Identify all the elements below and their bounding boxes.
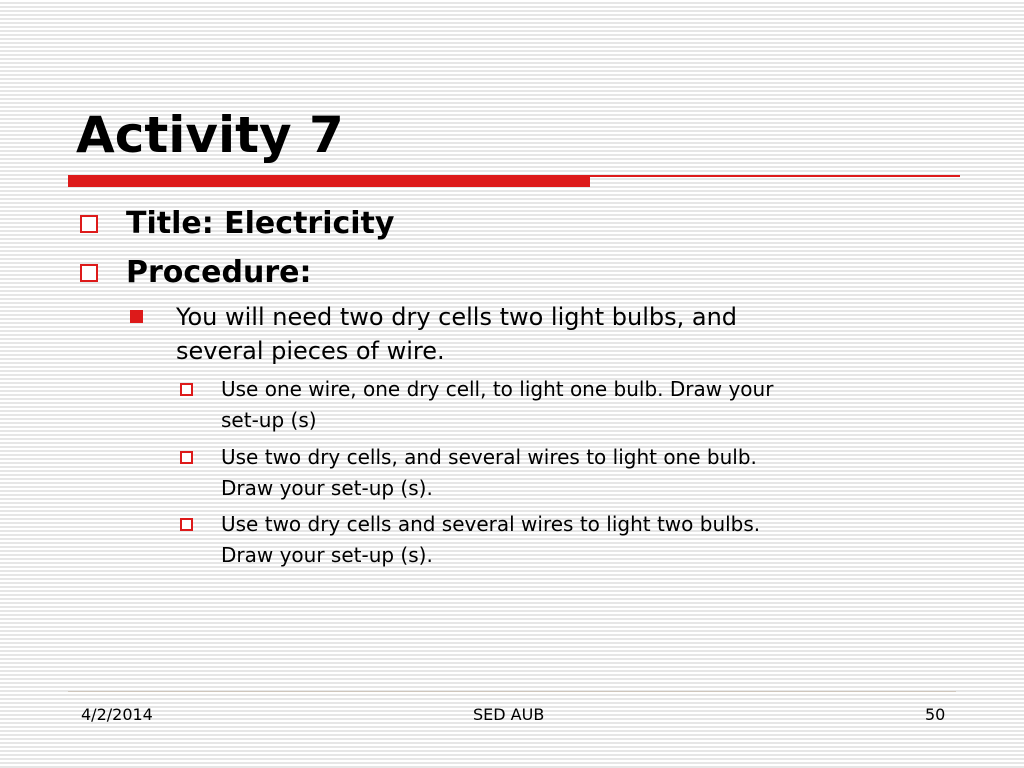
footer-organization: SED AUB: [473, 705, 545, 724]
footer-divider: [68, 691, 956, 692]
title-divider-thick: [68, 175, 590, 187]
slide-title: Activity 7: [76, 106, 344, 164]
page-number: 50: [925, 705, 946, 724]
step-3-line-2: Draw your set-up (s).: [221, 543, 433, 567]
hollow-square-bullet-icon: [180, 518, 193, 531]
filled-square-bullet-icon: [130, 310, 143, 323]
sub-bullet-line-1: You will need two dry cells two light bulbs, and: [176, 303, 738, 331]
step-3-line-1: Use two dry cells and several wires to light two bulbs.: [221, 512, 761, 536]
step-2-line-2: Draw your set-up (s).: [221, 476, 433, 500]
bullet-procedure: Procedure:: [126, 255, 312, 290]
hollow-square-bullet-icon: [180, 383, 193, 396]
hollow-square-bullet-icon: [180, 451, 193, 464]
bullet-title: Title: Electricity: [126, 206, 395, 241]
sub-bullet-line-2: several pieces of wire.: [176, 337, 445, 365]
step-2-line-1: Use two dry cells, and several wires to light one bulb.: [221, 445, 757, 469]
hollow-square-bullet-icon: [80, 264, 98, 282]
hollow-square-bullet-icon: [80, 215, 98, 233]
step-1-line-2: set-up (s): [221, 408, 317, 432]
title-divider-thin: [590, 175, 960, 177]
step-1-line-1: Use one wire, one dry cell, to light one bulb. Draw your: [221, 377, 774, 401]
footer-date: 4/2/2014: [81, 705, 153, 724]
